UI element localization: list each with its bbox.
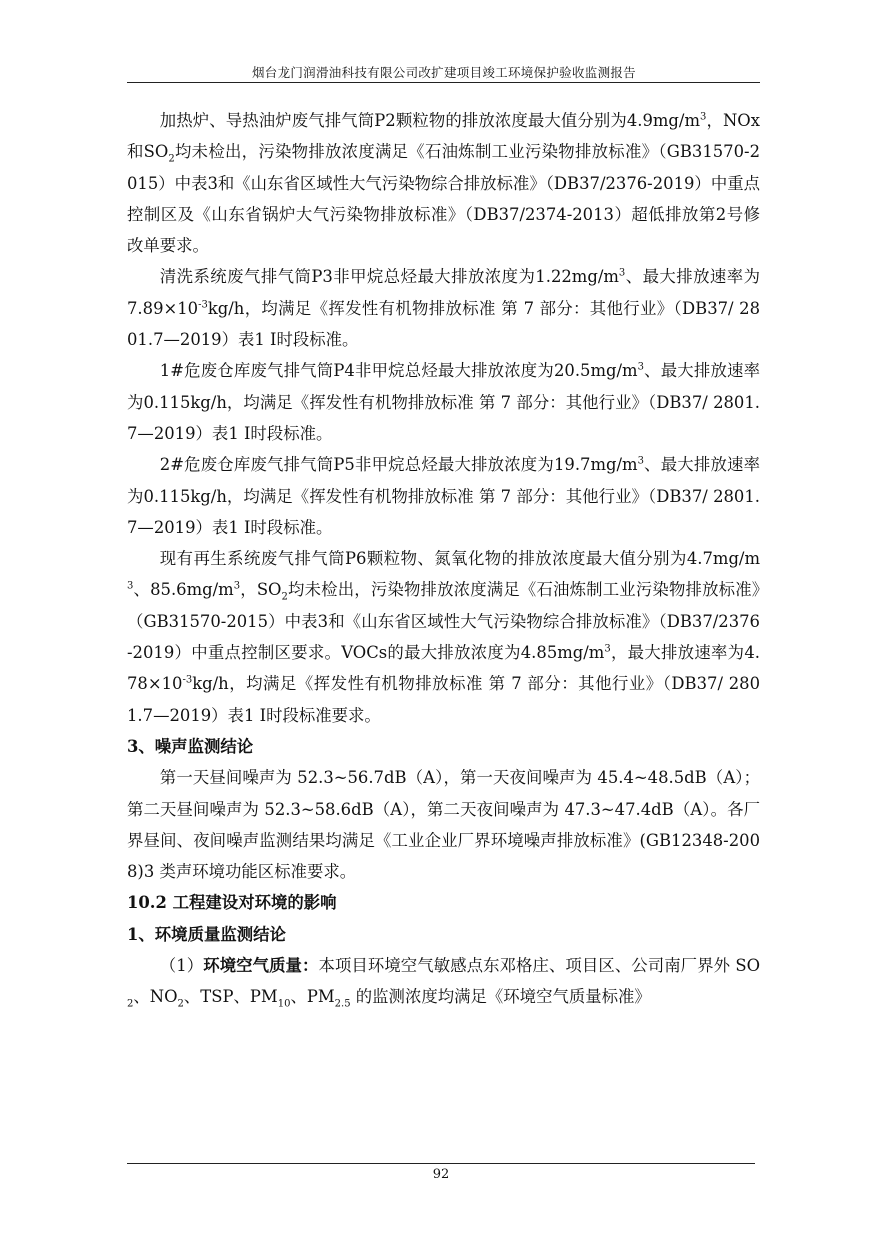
paragraph-p3-emissions: 清洗系统废气排气筒P3非甲烷总烃最大排放浓度为$1.22mg/m^3$、最大排放速率为$7.89\times 10^{-3}kg/h$，均满足《挥发性有机物排放标准 第 7 部分：其他行业》（DB37/ 2801.7—2019）表1 Ⅰ时段标准。 xyxy=(127,267,760,350)
page-number: 92 xyxy=(432,1167,450,1182)
heading-noise-conclusion: 3、噪声监测结论 xyxy=(127,736,254,756)
paragraph-p2-emissions: 加热炉、导热油炉废气排气筒P2颗粒物的排放浓度最大值分别为$4.9mg/m^3$，NOx和$SO_2$均未检出，污染物排放浓度满足《石油炼制工业污染物排放标准》（GB31570-2015）中表3和《山东省区域性大气污染物综合排放标准》（DB37/2376-2019）中重点控制区及《山东省锅炉大气污染物排放标准》（DB37/2374-2013）超低排放第2号修改单要求。 xyxy=(127,111,761,256)
paragraph-p5-emissions: 2#危废仓库废气排气筒P5非甲烷总烃最大排放浓度为$19.7mg/m^3$、最大排放速率为0.115kg/h，均满足《挥发性有机物排放标准 第 7 部分：其他行业》（DB37/ 2801.7—2019）表1 Ⅰ时段标准。 xyxy=(127,455,760,537)
heading-environment-quality: 1、环境质量监测结论 xyxy=(127,924,286,944)
footer-divider xyxy=(127,1163,755,1164)
paragraph-noise: 第一天昼间噪声为 52.3~56.7dB（A），第一天夜间噪声为 45.4~48.5dB（A）；第二天昼间噪声为 52.3~58.6dB（A），第二天夜间噪声为 47.3~47.4dB（A）。各厂界昼间、夜间噪声监测结果均满足《工业企业厂界环境噪声排放标准》(GB12348-2008)3 类声环境功能区标准要求。 xyxy=(127,768,760,882)
paragraph-p4-emissions: 1#危废仓库废气排气筒P4非甲烷总烃最大排放浓度为$20.5mg/m^3$、最大排放速率为0.115kg/h，均满足《挥发性有机物排放标准 第 7 部分：其他行业》（DB37/ 2801.7—2019）表1 Ⅰ时段标准。 xyxy=(127,361,760,443)
paragraph-air-quality: （1）环境空气质量：本项目环境空气敏感点东邓格庄、项目区、公司南厂界外 $SO_2$、$NO_2$、TSP、$PM_{10}$、$PM_{2.5}$ 的监测浓度均满足《环境空气质量标准》 xyxy=(127,956,761,1010)
paragraph-p6-emissions: 现有再生系统废气排气筒P6颗粒物、氮氧化物的排放浓度最大值分别为$4.7mg/m^3$、$85.6mg/m^3$，$SO_2$均未检出，污染物排放浓度满足《石油炼制工业污染物排放标准》（GB31570-2015）中表3和《山东省区域性大气污染物综合排放标准》（DB37/2376-2019）中重点控制区要求。VOCs的最大排放浓度为$4.85mg/m^3$，最大排放速率为$4.78\times 10^{-3}kg/h$，均满足《挥发性有机物排放标准 第 7 部分：其他行业》（DB37/ 2801.7—2019）表1 Ⅰ时段标准要求。 xyxy=(127,549,760,725)
document-body xyxy=(127,105,760,1013)
header-divider xyxy=(127,82,760,83)
heading-section-10-2: 10.2 工程建设对环境的影响 xyxy=(127,893,337,913)
page-header-title: 烟台龙门润滑油科技有限公司改扩建项目竣工环境保护验收监测报告 xyxy=(251,65,636,80)
